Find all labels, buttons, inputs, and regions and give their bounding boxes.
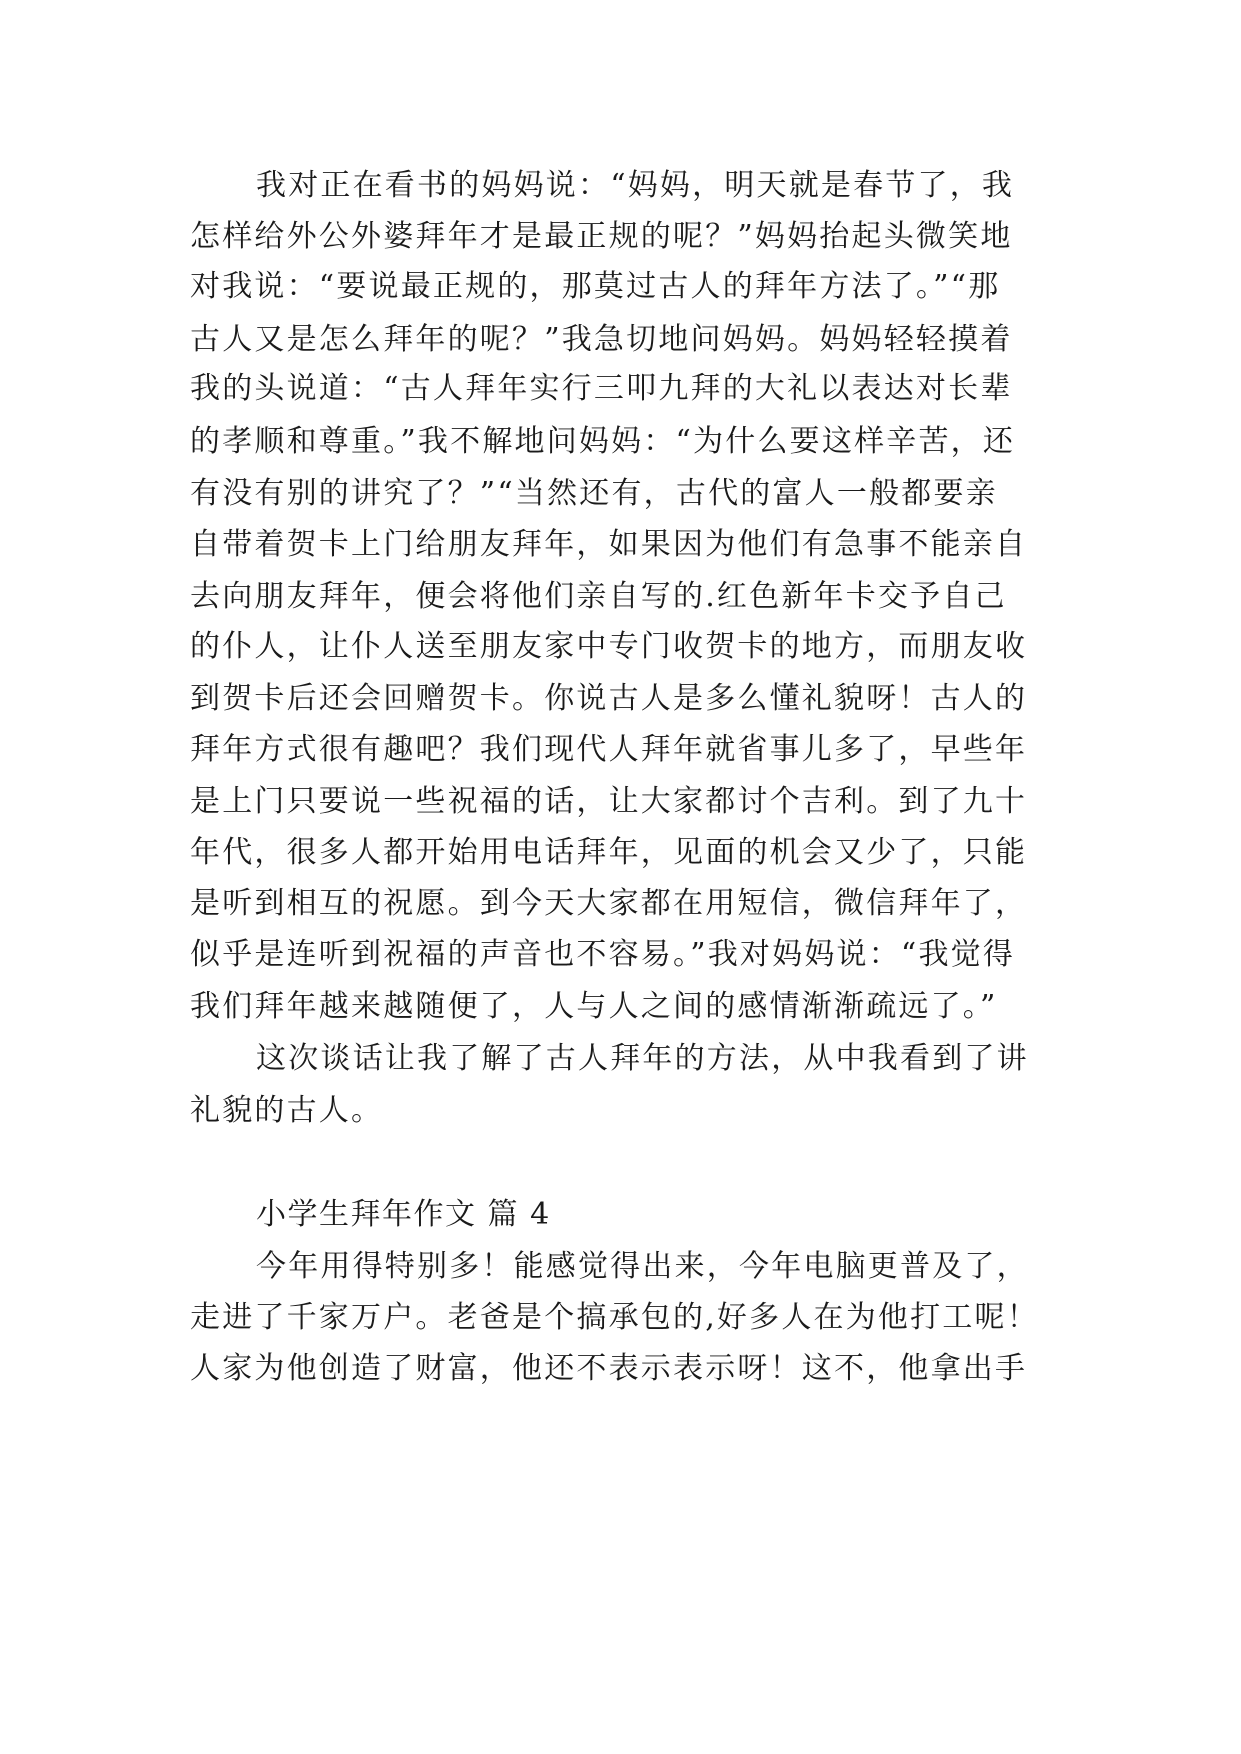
paragraph-line: 礼貌的古人。 (190, 1093, 384, 1128)
paragraph-line: 年代，很多人都开始用电话拜年，见面的机会又少了，只能 (190, 835, 1028, 870)
paragraph-line: 的仆人，让仆人送至朋友家中专门收贺卡的地方，而朋友收 (190, 629, 1028, 664)
paragraph-line: 去向朋友拜年，便会将他们亲自写的.红色新年卡交予自己 (190, 579, 1007, 614)
paragraph-line: 走进了千家万户。老爸是个搞承包的,好多人在为他打工呢！ (190, 1300, 1039, 1335)
paragraph-line: 今年用得特别多！能感觉得出来，今年电脑更普及了， (256, 1249, 1029, 1284)
paragraph-line: 我们拜年越来越随便了，人与人之间的感情渐渐疏远了。” (190, 989, 998, 1024)
paragraph-line: 似乎是连听到祝福的声音也不容易。”我对妈妈说：“我觉得 (190, 937, 1016, 972)
section-heading: 小学生拜年作文 篇 4 (256, 1197, 551, 1232)
paragraph-line: 我对正在看书的妈妈说：“妈妈，明天就是春节了，我 (256, 168, 1015, 203)
paragraph-line: 的孝顺和尊重。”我不解地问妈妈：“为什么要这样辛苦，还 (190, 424, 1016, 459)
paragraph-line: 我的头说道：“古人拜年实行三叩九拜的大礼以表达对长辈 (190, 371, 1013, 406)
paragraph-line: 是上门只要说一些祝福的话，让大家都讨个吉利。到了九十 (190, 784, 1028, 819)
paragraph-line: 是听到相互的祝愿。到今天大家都在用短信，微信拜年了， (190, 886, 1028, 921)
paragraph-line: 人家为他创造了财富，他还不表示表示呀！这不，他拿出手 (190, 1351, 1028, 1386)
paragraph-line: 拜年方式很有趣吧？我们现代人拜年就省事儿多了，早些年 (190, 732, 1028, 767)
paragraph-line: 有没有别的讲究了？”“当然还有，古代的富人一般都要亲 (190, 476, 998, 511)
paragraph-line: 对我说：“要说最正规的，那莫过古人的拜年方法了。”“那 (190, 269, 1001, 304)
paragraph-line: 到贺卡后还会回赠贺卡。你说古人是多么懂礼貌呀！古人的 (190, 681, 1028, 716)
paragraph-line: 古人又是怎么拜年的呢？”我急切地问妈妈。妈妈轻轻摸着 (190, 322, 1013, 357)
paragraph-line: 这次谈话让我了解了古人拜年的方法，从中我看到了讲 (256, 1041, 1029, 1076)
paragraph-line: 怎样给外公外婆拜年才是最正规的呢？”妈妈抬起头微笑地 (190, 219, 1013, 254)
paragraph-line: 自带着贺卡上门给朋友拜年，如果因为他们有急事不能亲自 (190, 527, 1028, 562)
